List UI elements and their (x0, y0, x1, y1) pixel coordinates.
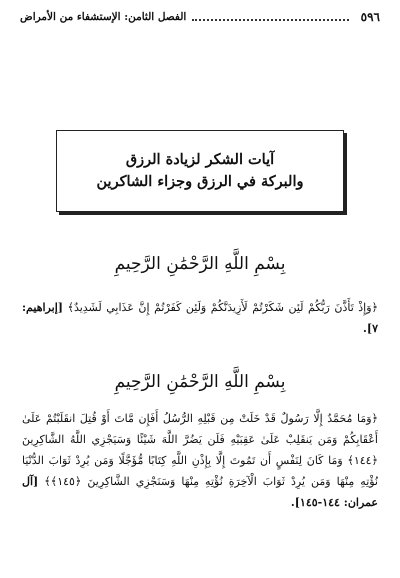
basmala-1: بِسْمِ اللَّهِ الرَّحْمَٰنِ الرَّحِيمِ (114, 254, 286, 274)
verse-text-1: ﴿وَإِذْ تَأَذَّنَ رَبُّكُمْ لَئِن شَكَرْتُمْ لَأَزِيدَنَّكُمْ وَلَئِن كَفَرْتُمْ إِنَّ عَذَابِي لَشَدِيدٌ﴾ (67, 301, 379, 314)
page-number: ٥٩٦ (360, 10, 380, 24)
verse-reference-1: [إبراهيم: ٧]. (22, 301, 378, 335)
section-title-box (56, 130, 344, 212)
verse-reference-2: [آل عمران: ١٤٤-١٤٥]. (22, 475, 378, 509)
chapter-title: الفصل الثامن: الإستشفاء من الأمراض (20, 11, 187, 23)
header-dot-leader (192, 19, 348, 21)
verse-text-2: ﴿وَمَا مُحَمَّدٌ إِلَّا رَسُولٌ قَدْ خَلَتْ مِن قَبْلِهِ الرُّسُلُ أَفَإِن مَّاتَ أَوْ قُتِلَ انقَلَبْتُمْ عَلَىٰ أَعْقَابِكُمْ وَمَن يَنقَلِبْ عَلَىٰ عَقِبَيْهِ فَلَن يَضُرَّ اللَّهَ شَيْئًا وَسَيَجْزِي اللَّهُ الشَّاكِرِينَ ﴿١٤٤﴾ وَمَا كَانَ لِنَفْسٍ أَن تَمُوتَ إِلَّا بِإِذْنِ اللَّهِ كِتَابًا مُّؤَجَّلًا وَمَن يُرِدْ ثَوَابَ الدُّنْيَا نُؤْتِهِ مِنْهَا وَمَن يُرِدْ ثَوَابَ الْآخِرَةِ نُؤْتِهِ مِنْهَا وَسَنَجْزِي الشَّاكِرِينَ ﴿١٤٥﴾﴾ (22, 412, 378, 488)
section-title-line-1: آيات الشكر لزيادة الرزق (125, 151, 275, 169)
page-header (20, 8, 380, 26)
verse-block-1 (22, 297, 378, 339)
basmala-2: بِسْمِ اللَّهِ الرَّحْمَٰنِ الرَّحِيمِ (114, 372, 286, 392)
section-title-line-2: والبركة في الرزق وجزاء الشاكرين (96, 173, 304, 190)
verse-block-2 (22, 408, 378, 513)
